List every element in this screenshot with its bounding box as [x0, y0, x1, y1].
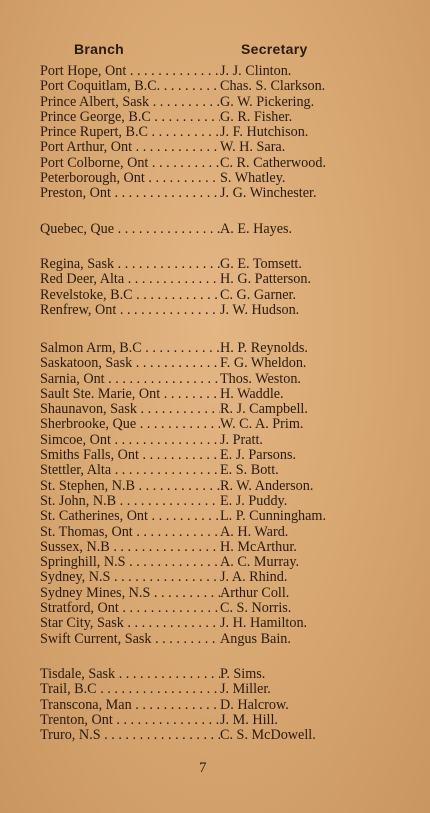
branch-name: Prince Rupert, B.C . . .	[40, 125, 220, 140]
branch-row	[40, 698, 380, 713]
branch-row	[40, 79, 380, 94]
secretary-name: C. G. Garner.	[220, 286, 297, 303]
secretary-name: S. Whatley.	[220, 170, 286, 187]
branch-name: Revelstoke, B.C . . .	[40, 288, 220, 303]
branch-row	[40, 509, 380, 524]
branch-row	[40, 372, 380, 387]
branch-name: Quebec, Que . . .	[40, 222, 220, 237]
branch-group	[40, 341, 380, 647]
secretary-name: G. R. Fisher.	[220, 108, 293, 125]
branch-name: Saskatoon, Sask . . .	[40, 356, 220, 371]
branch-row	[40, 125, 380, 140]
branch-name: Port Coquitlam, B.C. . . .	[40, 79, 220, 94]
secretary-name: Thos. Weston.	[220, 370, 301, 387]
branch-name: Swift Current, Sask . . .	[40, 632, 220, 647]
secretary-name: W. C. A. Prim.	[220, 416, 304, 433]
secretary-name: J. A. Rhind.	[220, 569, 288, 586]
secretary-name: F. G. Wheldon.	[220, 355, 307, 372]
branch-name: Peterborough, Ont . . .	[40, 171, 220, 186]
branch-row	[40, 433, 380, 448]
branch-group	[40, 222, 380, 237]
secretary-name: P. Sims.	[220, 666, 266, 682]
secretary-name: E. J. Parsons.	[220, 447, 297, 464]
branch-row	[40, 586, 380, 601]
branch-name: Prince Albert, Sask . . .	[40, 95, 220, 110]
secretary-name: R. W. Anderson.	[220, 477, 314, 494]
branch-row	[40, 713, 380, 728]
branch-row	[40, 387, 380, 402]
branch-name: Salmon Arm, B.C . . .	[40, 341, 220, 356]
secretary-name: J. Miller.	[220, 681, 271, 698]
secretary-name: C. S. Norris.	[220, 600, 292, 617]
secretary-name: A. H. Ward.	[220, 523, 289, 540]
branch-name: Sarnia, Ont . . .	[40, 372, 220, 387]
branch-row	[40, 186, 380, 201]
branch-row	[40, 95, 380, 110]
secretary-name: C. R. Catherwood.	[220, 154, 327, 171]
branch-row	[40, 272, 380, 287]
branch-name: Sydney Mines, N.S . . .	[40, 586, 220, 601]
secretary-name: E. J. Puddy.	[220, 492, 288, 509]
branch-group	[40, 667, 380, 743]
secretary-name: A. C. Murray.	[220, 554, 300, 571]
branch-row	[40, 222, 380, 237]
secretary-name: J. W. Hudson.	[220, 301, 300, 318]
branch-name: Smiths Falls, Ont . . .	[40, 448, 220, 463]
branch-row	[40, 494, 380, 509]
branch-name: Stettler, Alta . . .	[40, 463, 220, 478]
branch-row	[40, 632, 380, 647]
branch-row	[40, 341, 380, 356]
branch-name: Port Hope, Ont . . .	[40, 64, 220, 79]
secretary-name: D. Halcrow.	[220, 696, 289, 713]
branch-name: Simcoe, Ont . . .	[40, 433, 220, 448]
branch-name: Preston, Ont . . .	[40, 186, 220, 201]
branch-row	[40, 356, 380, 371]
branch-row	[40, 303, 380, 318]
branch-group	[40, 64, 380, 202]
branch-name: Springhill, N.S . . .	[40, 555, 220, 570]
branch-row	[40, 64, 380, 79]
branch-name: Shaunavon, Sask . . .	[40, 402, 220, 417]
branch-row	[40, 682, 380, 697]
branch-row	[40, 616, 380, 631]
secretary-name: Chas. S. Clarkson.	[220, 78, 326, 95]
secretary-name: Arthur Coll.	[220, 584, 290, 601]
branch-row	[40, 448, 380, 463]
secretary-name: H. Waddle.	[220, 385, 284, 402]
secretary-name: H. G. Patterson.	[220, 271, 312, 288]
secretary-name: J. H. Hamilton.	[220, 615, 308, 632]
branch-name: Red Deer, Alta . . .	[40, 272, 220, 287]
branch-row	[40, 555, 380, 570]
branch-name: Stratford, Ont . . .	[40, 601, 220, 616]
branch-row	[40, 171, 380, 186]
branch-name: Sussex, N.B . . .	[40, 540, 220, 555]
branch-row	[40, 417, 380, 432]
branch-name: Sherbrooke, Que . . .	[40, 417, 220, 432]
branch-row	[40, 257, 380, 272]
secretary-name: H. P. Reynolds.	[220, 340, 308, 356]
branch-row	[40, 140, 380, 155]
branch-name: Port Arthur, Ont . . .	[40, 140, 220, 155]
secretary-name: J. M. Hill.	[220, 711, 278, 728]
secretary-name: G. W. Pickering.	[220, 93, 315, 110]
secretary-name: J. Pratt.	[220, 431, 263, 448]
branch-name: St. Stephen, N.B . . .	[40, 479, 220, 494]
branch-name: St. John, N.B . . .	[40, 494, 220, 509]
branch-name: Sydney, N.S . . .	[40, 570, 220, 585]
secretary-name: C. S. McDowell.	[220, 727, 316, 744]
branch-row	[40, 288, 380, 303]
branch-row	[40, 728, 380, 743]
branch-name: St. Thomas, Ont . . .	[40, 525, 220, 540]
branch-name: Tisdale, Sask . . .	[40, 667, 220, 682]
branch-name: Prince George, B.C . . .	[40, 110, 220, 125]
page-number: 7	[199, 760, 207, 776]
branch-row	[40, 525, 380, 540]
secretary-name: J. J. Clinton.	[220, 63, 292, 79]
secretary-name: Angus Bain.	[220, 630, 291, 647]
branch-name: St. Catherines, Ont . . .	[40, 509, 220, 524]
branch-name: Trail, B.C . . .	[40, 682, 220, 697]
branch-row	[40, 570, 380, 585]
branch-row	[40, 110, 380, 125]
secretary-name: J. G. Winchester.	[220, 185, 317, 202]
branch-row	[40, 479, 380, 494]
branch-name: Star City, Sask . . .	[40, 616, 220, 631]
branch-name: Trenton, Ont . . .	[40, 713, 220, 728]
secretary-name: J. F. Hutchison.	[220, 124, 309, 141]
branch-name: Regina, Sask . . .	[40, 257, 220, 272]
branch-row	[40, 540, 380, 555]
branch-row	[40, 463, 380, 478]
secretary-name: E. S. Bott.	[220, 462, 279, 479]
secretary-name: A. E. Hayes.	[220, 221, 293, 237]
branch-row	[40, 667, 380, 682]
branch-name: Port Colborne, Ont . . .	[40, 156, 220, 171]
branch-group	[40, 257, 380, 318]
secretary-name: W. H. Sara.	[220, 139, 286, 156]
branch-name: Truro, N.S . . .	[40, 728, 220, 743]
secretary-name: L. P. Cunningham.	[220, 508, 327, 525]
branch-row	[40, 601, 380, 616]
branch-row	[40, 156, 380, 171]
secretary-name: H. McArthur.	[220, 538, 297, 555]
branch-column-header: Branch	[74, 41, 125, 57]
secretary-name: G. E. Tomsett.	[220, 256, 302, 272]
branch-name: Sault Ste. Marie, Ont . . .	[40, 387, 220, 402]
branch-row	[40, 402, 380, 417]
secretary-column-header: Secretary	[241, 41, 308, 57]
branch-name: Transcona, Man . . .	[40, 698, 220, 713]
secretary-name: R. J. Campbell.	[220, 401, 308, 418]
branch-name: Renfrew, Ont . . .	[40, 303, 220, 318]
